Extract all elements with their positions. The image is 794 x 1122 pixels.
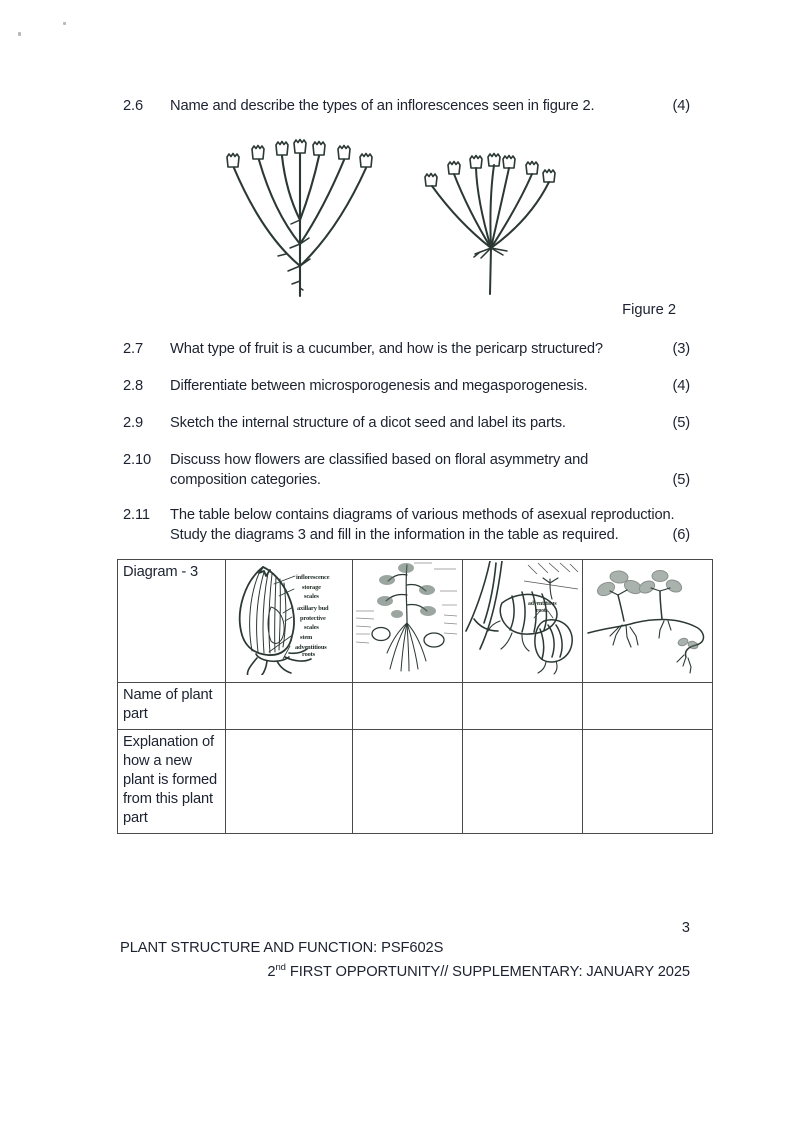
answer-cell-empty [463,730,583,834]
question-2-7 [120,339,690,359]
question-number: 2.11 [123,507,150,523]
question-marks: (5) [672,415,690,431]
question-number: 2.7 [123,341,143,357]
umbel-inflorescence-drawing [420,148,562,296]
answer-cell-empty [463,683,583,730]
table-row-diagrams [118,560,713,683]
corymb-inflorescence-drawing [220,136,376,298]
question-text-line2: Study the diagrams 3 and fill in the information in the table as required. [170,527,619,543]
answer-cell-empty [353,730,463,834]
question-2-9 [120,413,690,433]
table-cell-runner-diagram [583,560,713,683]
question-2-6 [120,96,690,116]
answer-cell-empty [226,730,353,834]
question-marks: (4) [672,98,690,114]
table-cell-tuber-plant-diagram [353,560,463,683]
question-text: Differentiate between microsporogenesis and megasporogenesis. [170,378,588,394]
question-marks: (3) [672,341,690,357]
figure-2-caption: Figure 2 [622,302,676,318]
page-number: 3 [681,920,690,936]
svg-text:scales: scales [304,624,319,631]
answer-cell-empty [353,683,463,730]
session-rest: FIRST OPPORTUNITY// SUPPLEMENTARY: JANUARY 2025 [285,963,690,980]
footer-session-line [120,958,690,982]
table-header-cell: Diagram - 3 [118,560,226,683]
question-number: 2.6 [123,98,143,114]
question-text: Name and describe the types of an inflorescences seen in figure 2. [170,98,595,114]
question-2-11 [120,505,690,545]
scan-artifact [63,22,66,25]
question-number: 2.8 [123,378,143,394]
asexual-reproduction-table [117,559,713,834]
page-content [120,96,690,982]
question-text-line1: Discuss how flowers are classified based on floral asymmetry and [170,452,589,468]
footer-course-title: PLANT STRUCTURE AND FUNCTION: PSF602S [120,940,444,956]
scan-artifact [18,32,21,36]
question-marks: (4) [672,378,690,394]
row-label-explanation: Explanation of how a new plant is formed from this plant part [118,730,226,834]
runner-diagram [584,561,709,675]
svg-text:scales: scales [304,593,319,600]
table-row-explanation [118,730,713,834]
svg-text:stem: stem [300,634,313,641]
svg-text:protective: protective [300,615,326,622]
question-number: 2.10 [123,452,151,468]
svg-text:inflorescence: inflorescence [296,574,330,581]
svg-text:roots: roots [302,651,315,658]
answer-cell-empty [583,683,713,730]
figure-2 [120,136,690,300]
table-row-name [118,683,713,730]
bulb-diagram [227,561,349,675]
table-cell-bulb-diagram [226,560,353,683]
question-marks: (6) [672,527,690,543]
table-cell-rhizome-diagram [463,560,583,683]
rhizome-diagram [464,561,579,675]
session-prefix: 2 [267,963,276,980]
svg-text:axillary bud: axillary bud [297,605,329,612]
question-number: 2.9 [123,415,143,431]
question-text-line1: The table below contains diagrams of various methods of asexual reproduction. [170,507,675,523]
svg-text:adventitious: adventitious [295,644,327,651]
question-text-line2: composition categories. [170,472,321,488]
question-marks: (5) [672,472,690,488]
tuber-plant-diagram [354,561,459,675]
svg-text:storage: storage [302,584,321,591]
question-text: What type of fruit is a cucumber, and how is the pericarp structured? [170,341,603,357]
question-2-10 [120,450,690,490]
question-2-8 [120,376,690,396]
svg-text:adventitious: adventitious [528,601,557,607]
row-label-name-of-plant-part: Name of plant part [118,683,226,730]
svg-text:roots: roots [536,608,548,614]
session-ordinal-suffix: nd [275,962,286,973]
question-text: Sketch the internal structure of a dicot seed and label its parts. [170,415,566,431]
answer-cell-empty [583,730,713,834]
answer-cell-empty [226,683,353,730]
